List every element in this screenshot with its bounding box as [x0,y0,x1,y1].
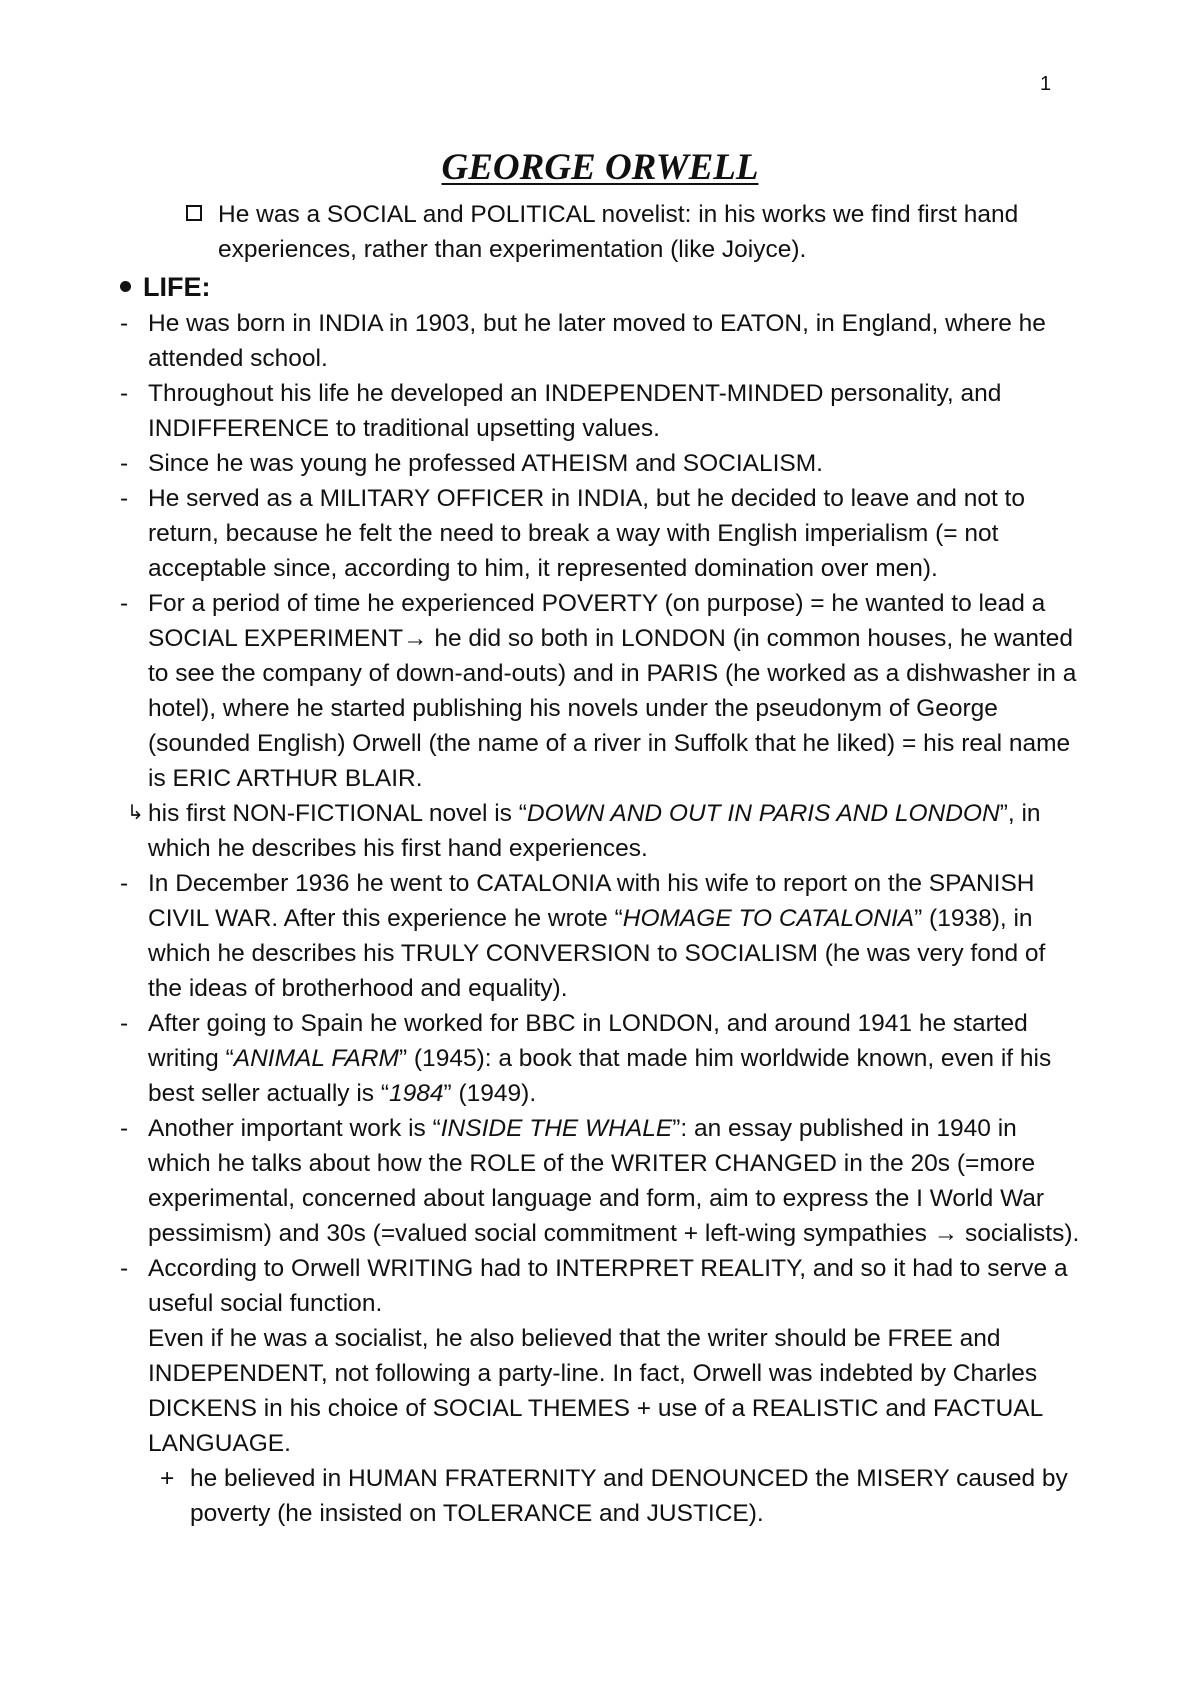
section-heading-life [120,270,211,305]
dash-marker: - [120,450,129,477]
dash-marker: - [120,1115,129,1142]
book-title: DOWN AND OUT IN PARIS AND LONDON [526,800,1000,827]
intro-paragraph [188,197,1088,267]
list-item-text: He was born in INDIA in 1903, but he later moved to EATON, in England, where he attended school. [148,310,1046,372]
dash-marker: - [120,1010,129,1037]
dash-marker: - [120,310,129,337]
list-item-text: For a period of time he experienced POVERTY (on purpose) = he wanted to lead a SOCIAL EXPERIMENT→ he did so both in LONDON (in common houses, he wanted to see the company of down-and-outs) and in PARIS (he worked as a dishwasher in a hotel), where he started publishing his novels under the pseudonym of George (sounded English) Orwell (the name of a river in Suffolk that he liked) = his real name is ERIC ARTHUR BLAIR. [148,590,1077,792]
list-item [120,586,1080,796]
round-bullet-icon [120,281,131,292]
dash-marker: - [120,380,129,407]
dash-marker: - [120,870,129,897]
list-item [120,376,1080,446]
list-item-text: Since he was young he professed ATHEISM and SOCIALISM. [148,450,823,477]
dash-marker: - [120,1255,129,1282]
list-item: - In December 1936 he went to CATALONIA with his wife to report on the SPANISH CIVIL WAR. After this experience he wrote “HOMAGE TO CATALONIA” (1938), in which he describes his TRULY CONVERSION to SOCIALISM (he was very fond of the ideas of brotherhood and equality). [120,866,1080,1006]
continuation-paragraph: Even if he was a socialist, he also believed that the writer should be FREE and INDEPENDENT, not following a party-line. In fact, Orwell was indebted by Charles DICKENS in his choice of SOCIAL THEMES + use of a REALISTIC and FACTUAL LANGUAGE. [148,1325,1043,1457]
page-number: 1 [1040,73,1052,95]
dash-marker: - [120,485,129,512]
life-heading-text: LIFE: [143,272,211,302]
list-item: - After going to Spain he worked for BBC in LONDON, and around 1941 he started writing “ANIMAL FARM” (1945): a book that made him worldwide known, even if his best seller actually is “1984” (1949). [120,1006,1080,1111]
list-item [120,306,1080,376]
intro-text: He was a SOCIAL and POLITICAL novelist: in his works we find first hand experiences, rather than experimentation (like Joiyce). [218,201,1019,263]
list-item-text: According to Orwell WRITING had to INTERPRET REALITY, and so it had to serve a useful social function. [148,1255,1068,1317]
book-title: HOMAGE TO CATALONIA [622,905,915,932]
life-list [120,306,1080,1531]
list-item [120,446,1080,481]
sub-list-item: ↳ his first NON-FICTIONAL novel is “DOWN AND OUT IN PARIS AND LONDON”, in which he describes his first hand experiences. [120,796,1080,866]
document-title: GEORGE ORWELL [441,147,759,188]
list-item-text: he believed in HUMAN FRATERNITY and DENOUNCED the MISERY caused by poverty (he insisted on TOLERANCE and JUSTICE). [190,1465,1068,1527]
list-item: - Another important work is “INSIDE THE WHALE”: an essay published in 1940 in which he talks about how the ROLE of the WRITER CHANGED in the 20s (=more experimental, concerned about language and form, aim to express the I World War pessimism) and 30s (=valued social commitment + left-wing sympathies → socialists). [120,1111,1080,1251]
list-item-text: Throughout his life he developed an INDEPENDENT-MINDED personality, and INDIFFERENCE to traditional upsetting values. [148,380,1002,442]
book-title: INSIDE THE WHALE [440,1115,673,1142]
dash-marker: - [120,590,129,617]
book-title: ANIMAL FARM [233,1045,399,1072]
down-right-arrow-icon: ↳ [127,802,144,824]
plus-list-item [120,1461,1080,1531]
list-item-text: He served as a MILITARY OFFICER in INDIA, but he decided to leave and not to return, because he felt the need to break a way with English imperialism (= not acceptable since, according to him, it represented domination over men). [148,485,1025,582]
plus-marker: + [160,1465,175,1492]
list-item [120,1251,1080,1321]
book-title: 1984 [389,1080,444,1107]
list-item [120,481,1080,586]
checkbox-bullet-icon [186,205,202,221]
